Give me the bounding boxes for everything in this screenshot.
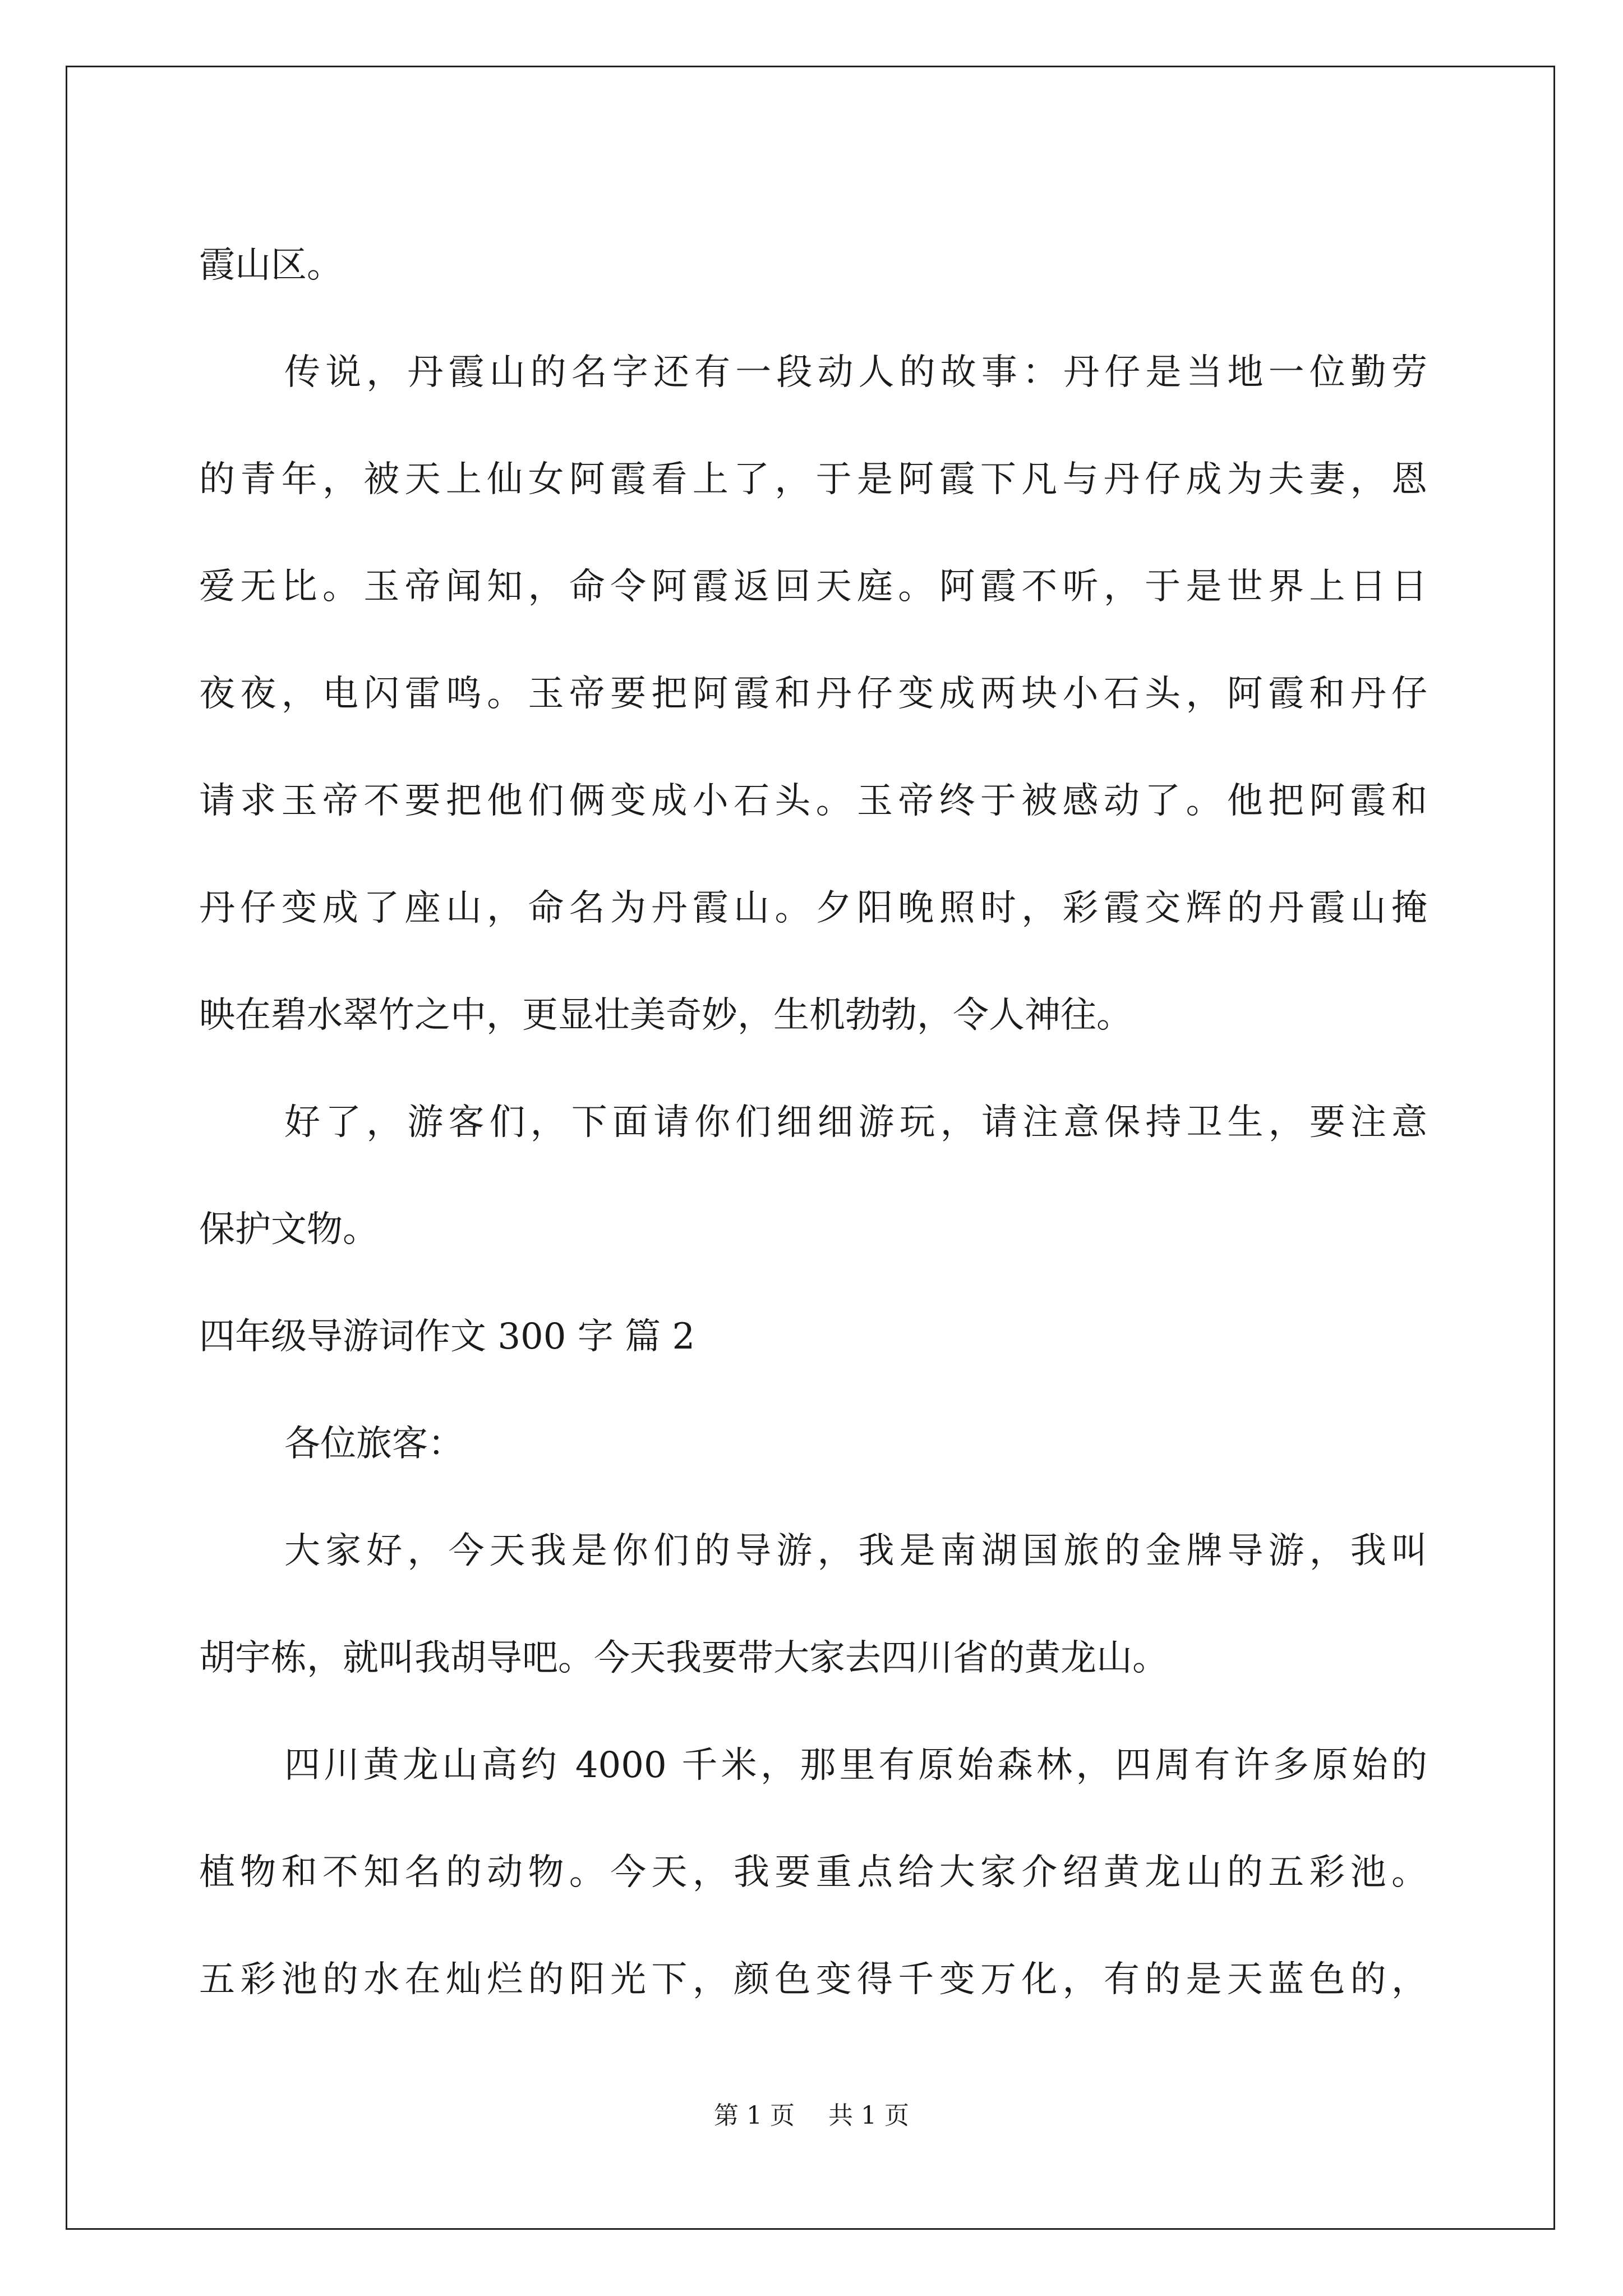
- paragraph-line: 请求玉帝不要把他们俩变成小石头。玉帝终于被感动了。他把阿霞和: [199, 780, 1427, 822]
- document-body: [199, 212, 1427, 2033]
- paragraph-line: 夜夜，电闪雷鸣。玉帝要把阿霞和丹仔变成两块小石头，阿霞和丹仔: [199, 673, 1427, 715]
- page-total: 共 1 页: [828, 2101, 909, 2130]
- paragraph-line: 大家好，今天我是你们的导游，我是南湖国旅的金牌导游，我叫: [284, 1530, 1427, 1572]
- paragraph-line: 植物和不知名的动物。今天，我要重点给大家介绍黄龙山的五彩池。: [199, 1852, 1427, 1893]
- page-number: 第 1 页: [714, 2101, 795, 2130]
- paragraph-line: 传说，丹霞山的名字还有一段动人的故事：丹仔是当地一位勤劳: [284, 352, 1427, 393]
- page-footer: [0, 2099, 1623, 2133]
- paragraph-line: 霞山区。: [199, 245, 343, 286]
- paragraph-line: 各位旅客：: [284, 1423, 464, 1465]
- paragraph-line: 映在碧水翠竹之中，更显壮美奇妙，生机勃勃，令人神往。: [199, 995, 1132, 1036]
- section-heading: 四年级导游词作文 300 字 篇 2: [199, 1316, 695, 1358]
- paragraph-line: 胡宇栋，就叫我胡导吧。今天我要带大家去四川省的黄龙山。: [199, 1637, 1168, 1679]
- paragraph-line: 五彩池的水在灿烂的阳光下，颜色变得千变万化，有的是天蓝色的，: [199, 1959, 1427, 2000]
- paragraph-line: 的青年，被天上仙女阿霞看上了，于是阿霞下凡与丹仔成为夫妻，恩: [199, 459, 1427, 500]
- paragraph-line: 好了，游客们，下面请你们细细游玩，请注意保持卫生，要注意: [284, 1102, 1427, 1143]
- paragraph-line: 保护文物。: [199, 1209, 379, 1250]
- paragraph-line: 爱无比。玉帝闻知，命令阿霞返回天庭。阿霞不听，于是世界上日日: [199, 566, 1427, 608]
- paragraph-line: 四川黄龙山高约 4000 千米，那里有原始森林，四周有许多原始的: [284, 1745, 1427, 1786]
- paragraph-line: 丹仔变成了座山，命名为丹霞山。夕阳晚照时，彩霞交辉的丹霞山掩: [199, 887, 1427, 929]
